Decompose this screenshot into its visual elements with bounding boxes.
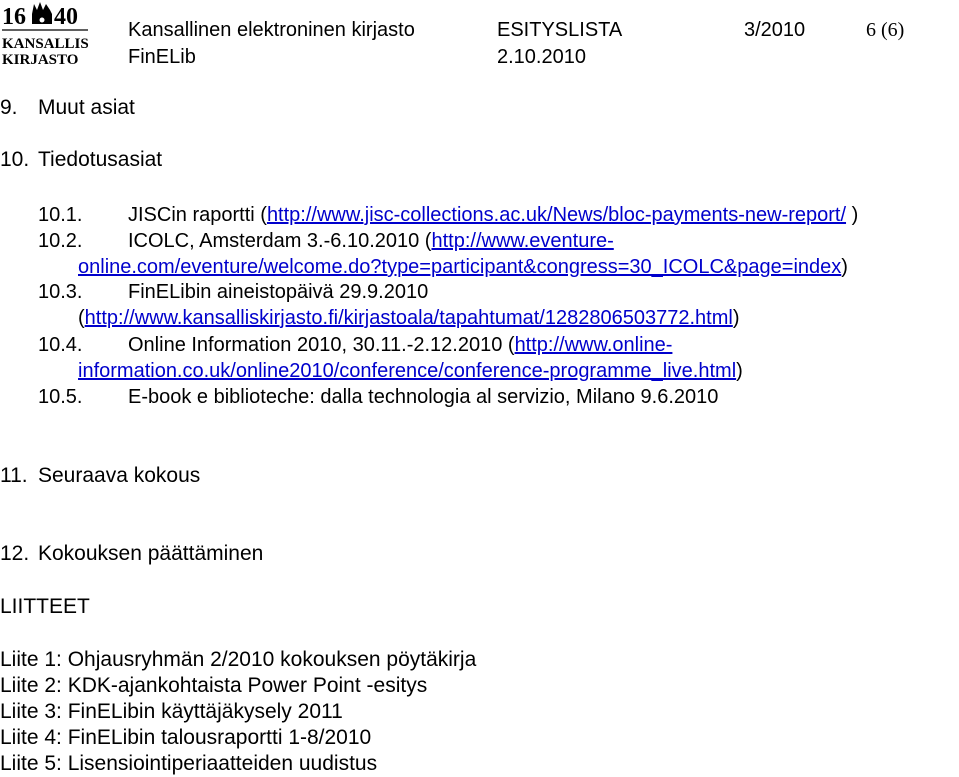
item-10-2-post: ) (841, 256, 848, 278)
attachment-item: Liite 1: Ohjausryhmän 2/2010 kokouksen pöytäkirja (0, 648, 477, 671)
crown-icon (32, 2, 52, 24)
attachments-heading: LIITTEET (0, 595, 90, 618)
item-10-1-link[interactable]: http://www.jisc-collections.ac.uk/News/bloc-payments-new-report/ (266, 204, 847, 226)
item-10-2-link-part1[interactable]: http://www.eventure- (431, 230, 614, 252)
section-9-title: Muut asiat (38, 96, 135, 119)
section-10-title: Tiedotusasiat (38, 148, 163, 171)
logo-year-left: 16 (2, 4, 26, 30)
item-10-3-cont (78, 306, 739, 330)
item-10-1-num: 10.1. (38, 204, 83, 226)
item-10-1 (128, 203, 858, 227)
header-doc-type: ESITYSLISTA (497, 19, 623, 41)
header-org: Kansallinen elektroninen kirjasto (128, 19, 415, 41)
item-10-4 (128, 333, 672, 357)
section-9-num: 9. (0, 96, 18, 119)
kansalliskirjasto-logo (0, 0, 92, 68)
item-10-5-num: 10.5. (38, 386, 83, 408)
logo-graphic (0, 0, 92, 68)
attachment-item: Liite 3: FinELibin käyttäjäkysely 2011 (0, 700, 343, 723)
header-consortium: FinELib (128, 46, 196, 68)
item-10-2-cont (78, 255, 848, 279)
item-10-2-link-part2[interactable]: online.com/eventure/welcome.do?type=participant&congress=30_ICOLC&page=index (78, 256, 842, 278)
logo-line2: KIRJASTO (2, 52, 79, 68)
item-10-4-pre: Online Information 2010, 30.11.-2.12.2010 ( (128, 334, 515, 356)
item-10-2-num: 10.2. (38, 230, 83, 252)
item-10-3-num: 10.3. (38, 281, 83, 303)
item-10-2-pre: ICOLC, Amsterdam 3.-6.10.2010 ( (128, 230, 432, 252)
item-10-3-text: FinELibin aineistopäivä 29.9.2010 (128, 281, 429, 303)
section-12-title: Kokouksen päättäminen (38, 542, 264, 565)
item-10-3-post: ) (732, 307, 740, 329)
item-10-1-post: ) (846, 204, 859, 226)
attachment-item: Liite 5: Lisensiointiperiaatteiden uudistus (0, 752, 378, 775)
section-11-title: Seuraava kokous (38, 464, 201, 487)
header-issue: 3/2010 (744, 19, 806, 41)
header-date: 2.10.2010 (497, 46, 586, 68)
logo-year-right: 40 (54, 4, 78, 30)
section-12-num: 12. (0, 542, 30, 565)
item-10-4-post: ) (736, 360, 743, 382)
item-10-1-pre: JISCin raportti ( (128, 204, 267, 226)
item-10-2 (128, 229, 614, 253)
item-10-4-link-part1[interactable]: http://www.online- (514, 334, 673, 356)
section-10-num: 10. (0, 148, 30, 171)
attachment-item: Liite 2: KDK-ajankohtaista Power Point -esitys (0, 674, 428, 697)
section-11-num: 11. (0, 464, 28, 487)
header-page: 6 (6) (866, 19, 905, 41)
item-10-4-cont (78, 359, 743, 383)
attachment-item: Liite 4: FinELibin talousraportti 1-8/2010 (0, 726, 372, 749)
item-10-3-pre: ( (78, 307, 85, 329)
item-10-4-num: 10.4. (38, 334, 83, 356)
item-10-4-link-part2[interactable]: information.co.uk/online2010/conference/conference-programme_live.html (78, 360, 737, 382)
item-10-5-text: E-book e biblioteche: dalla technologia al servizio, Milano 9.6.2010 (128, 386, 719, 408)
item-10-3-link[interactable]: http://www.kansalliskirjasto.fi/kirjastoala/tapahtumat/1282806503772.html (84, 307, 733, 329)
logo-line1: KANSALLIS (2, 36, 89, 52)
